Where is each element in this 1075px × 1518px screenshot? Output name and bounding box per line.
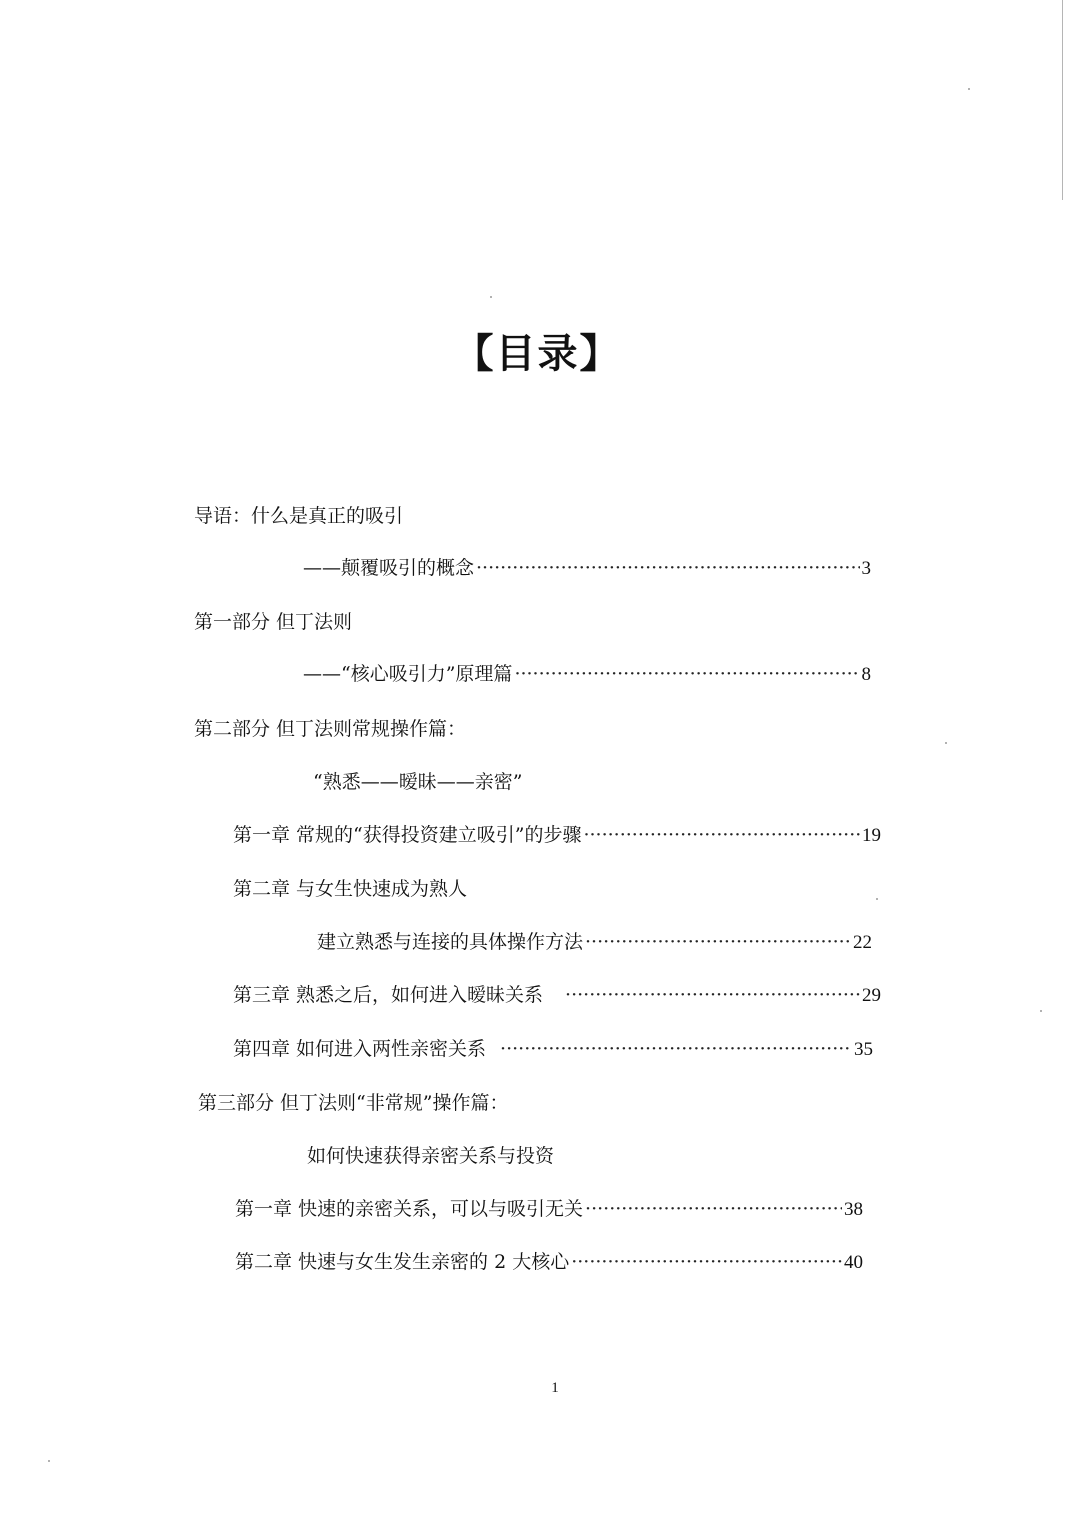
toc-entry-intro[interactable]	[303, 555, 871, 582]
toc-entry-label: 第一章 快速的亲密关系，可以与吸引无关	[235, 1198, 584, 1220]
dot-leader	[565, 982, 860, 1008]
toc-page-number: 19	[862, 825, 881, 846]
intro-heading: 导语：什么是真正的吸引	[194, 505, 404, 527]
toc-page-number: 38	[844, 1199, 863, 1220]
toc-entry-label: 第四章 如何进入两性亲密关系	[233, 1038, 487, 1060]
dot-leader	[585, 929, 851, 955]
toc-entry-part2-chapter2[interactable]	[317, 929, 872, 956]
toc-entry-part2-chapter4[interactable]	[233, 1036, 873, 1063]
dot-leader	[585, 1196, 842, 1222]
scan-speck	[490, 296, 492, 298]
toc-entry-label: ——“核心吸引力”原理篇	[303, 663, 513, 685]
toc-page-number: 22	[853, 932, 872, 953]
part3-heading: 第三部分 但丁法则“非常规”操作篇：	[198, 1092, 509, 1114]
part1-heading: 第一部分 但丁法则	[194, 611, 353, 633]
toc-entry-label: 建立熟悉与连接的具体操作方法	[317, 931, 584, 953]
dot-leader	[500, 1036, 852, 1062]
dot-leader	[514, 661, 859, 687]
scan-speck	[968, 88, 970, 90]
scan-speck	[1040, 1010, 1042, 1012]
toc-title: 【目录】	[453, 331, 622, 377]
toc-entry-label: 第二章 快速与女生发生亲密的 2 大核心	[235, 1251, 570, 1273]
part3-subheading: 如何快速获得亲密关系与投资	[307, 1145, 555, 1167]
toc-entry-part2-chapter1[interactable]	[233, 822, 881, 849]
part2-heading: 第二部分 但丁法则常规操作篇：	[194, 718, 467, 740]
toc-entry-label: ——颠覆吸引的概念	[303, 557, 475, 579]
toc-page-number: 8	[861, 664, 871, 685]
toc-entry-part1[interactable]	[303, 661, 871, 688]
toc-entry-part3-chapter1[interactable]	[235, 1196, 863, 1223]
dot-leader	[476, 555, 859, 581]
dot-leader	[583, 822, 860, 848]
toc-entry-label: 第三章 熟悉之后，如何进入暧昧关系	[233, 984, 544, 1006]
part2-chapter2-heading: 第二章 与女生快速成为熟人	[233, 878, 468, 900]
toc-page-number: 29	[862, 985, 881, 1006]
toc-entry-part2-chapter3[interactable]	[233, 982, 881, 1009]
scan-speck	[48, 1460, 50, 1462]
scan-edge-artifact	[1062, 0, 1063, 200]
toc-page-number: 35	[854, 1039, 873, 1060]
part2-subheading: “熟悉——暧昧——亲密”	[313, 771, 523, 793]
dot-leader	[571, 1249, 842, 1275]
toc-page-number: 40	[844, 1252, 863, 1273]
toc-entry-part3-chapter2[interactable]	[235, 1249, 863, 1276]
toc-entry-label: 第一章 常规的“获得投资建立吸引”的步骤	[233, 824, 582, 846]
toc-page-number: 3	[861, 558, 871, 579]
page-number: 1	[551, 1380, 559, 1396]
scan-speck	[876, 898, 878, 900]
scan-speck	[945, 742, 947, 744]
